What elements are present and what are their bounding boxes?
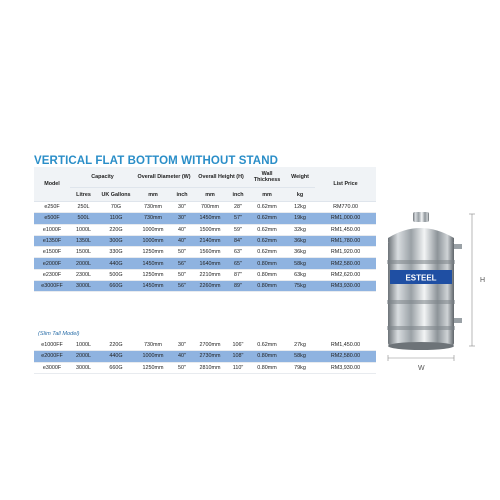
- cell-weight: 19kg: [285, 213, 315, 224]
- cell-model: e3000F: [34, 362, 70, 373]
- table-row: [34, 351, 376, 362]
- cell-diameter-mm: 1000mm: [135, 224, 171, 235]
- cell-diameter-mm: 1250mm: [135, 247, 171, 258]
- cell-height-mm: 1640mm: [193, 258, 227, 269]
- cell-diameter-inch: 30": [171, 213, 193, 224]
- cell-weight: 12kg: [285, 202, 315, 213]
- cell-litres: 1500L: [70, 247, 97, 258]
- water-tank-image: [380, 200, 495, 375]
- header-litres: Litres: [70, 188, 97, 202]
- cell-height-mm: 2700mm: [193, 340, 227, 351]
- width-dimension-label: W: [418, 365, 425, 372]
- cell-height-inch: 59": [227, 224, 249, 235]
- table-row: [34, 269, 376, 280]
- cell-height-mm: 2210mm: [193, 269, 227, 280]
- cell-gallons: 220G: [97, 224, 135, 235]
- header-height-mm: mm: [193, 188, 227, 202]
- header-weight: Weight: [285, 167, 315, 188]
- cell-height-inch: 87": [227, 269, 249, 280]
- cell-gallons: 70G: [97, 202, 135, 213]
- slim-tall-model-label: (Slim Tall Model): [38, 331, 80, 337]
- cell-price: RM3,930.00: [315, 281, 376, 292]
- cell-diameter-mm: 730mm: [135, 202, 171, 213]
- table-row: [34, 362, 376, 373]
- cell-gallons: 330G: [97, 247, 135, 258]
- cell-thickness: 0.62mm: [249, 213, 285, 224]
- cell-diameter-inch: 30": [171, 202, 193, 213]
- cell-price: RM1,000.00: [315, 213, 376, 224]
- header-uk-gallons: UK Gallons: [97, 188, 135, 202]
- cell-litres: 2300L: [70, 269, 97, 280]
- cell-height-inch: 89": [227, 281, 249, 292]
- cell-weight: 79kg: [285, 362, 315, 373]
- cell-height-mm: 1450mm: [193, 213, 227, 224]
- section-title: VERTICAL FLAT BOTTOM WITHOUT STAND: [34, 155, 279, 167]
- cell-diameter-mm: 1450mm: [135, 258, 171, 269]
- cell-height-mm: 1500mm: [193, 224, 227, 235]
- table-row: [34, 281, 376, 292]
- cell-model: e1000F: [34, 224, 70, 235]
- cell-diameter-inch: 40": [171, 351, 193, 362]
- slim-spec-table: [34, 340, 376, 374]
- cell-diameter-mm: 730mm: [135, 340, 171, 351]
- cell-model: e1350F: [34, 235, 70, 246]
- cell-model: e2000FF: [34, 351, 70, 362]
- cell-litres: 500L: [70, 213, 97, 224]
- cell-litres: 1000L: [70, 340, 97, 351]
- table-row: [34, 224, 376, 235]
- cell-weight: 58kg: [285, 258, 315, 269]
- header-overall-height: Overall Height (H): [193, 167, 249, 188]
- cell-price: RM2,580.00: [315, 351, 376, 362]
- cell-litres: 1350L: [70, 235, 97, 246]
- brand-logo-text: ESTEEL: [405, 273, 437, 283]
- cell-litres: 2000L: [70, 351, 97, 362]
- cell-height-mm: 700mm: [193, 202, 227, 213]
- cell-gallons: 660G: [97, 362, 135, 373]
- cell-weight: 63kg: [285, 269, 315, 280]
- cell-price: RM2,580.00: [315, 258, 376, 269]
- cell-gallons: 500G: [97, 269, 135, 280]
- header-diameter-mm: mm: [135, 188, 171, 202]
- tank-illustration: [380, 200, 495, 375]
- cell-gallons: 220G: [97, 340, 135, 351]
- cell-thickness: 0.80mm: [249, 362, 285, 373]
- cell-height-mm: 2260mm: [193, 281, 227, 292]
- cell-weight: 32kg: [285, 224, 315, 235]
- height-dimension-label: H: [480, 277, 486, 284]
- cell-model: e500F: [34, 213, 70, 224]
- cell-litres: 250L: [70, 202, 97, 213]
- header-height-inch: inch: [227, 188, 249, 202]
- cell-gallons: 440G: [97, 258, 135, 269]
- header-list-price: List Price: [315, 167, 376, 202]
- cell-thickness: 0.62mm: [249, 202, 285, 213]
- cell-thickness: 0.62mm: [249, 340, 285, 351]
- cell-height-mm: 1560mm: [193, 247, 227, 258]
- cell-diameter-inch: 56": [171, 281, 193, 292]
- spec-table: [34, 167, 376, 292]
- cell-diameter-inch: 30": [171, 340, 193, 351]
- cell-weight: 27kg: [285, 340, 315, 351]
- cell-weight: 36kg: [285, 247, 315, 258]
- table-row: [34, 235, 376, 246]
- cell-height-inch: 63": [227, 247, 249, 258]
- cell-thickness: 0.80mm: [249, 258, 285, 269]
- cell-price: RM1,780.00: [315, 235, 376, 246]
- header-thickness-mm: mm: [249, 188, 285, 202]
- cell-model: e2300F: [34, 269, 70, 280]
- cell-price: RM1,920.00: [315, 247, 376, 258]
- cell-diameter-inch: 40": [171, 224, 193, 235]
- cell-height-inch: 110": [227, 362, 249, 373]
- cell-height-inch: 108": [227, 351, 249, 362]
- cell-diameter-inch: 40": [171, 235, 193, 246]
- cell-gallons: 440G: [97, 351, 135, 362]
- cell-height-mm: 2730mm: [193, 351, 227, 362]
- table-row: [34, 213, 376, 224]
- cell-diameter-inch: 56": [171, 258, 193, 269]
- cell-price: RM770.00: [315, 202, 376, 213]
- table-row: [34, 247, 376, 258]
- cell-diameter-mm: 1250mm: [135, 269, 171, 280]
- cell-model: e250F: [34, 202, 70, 213]
- header-capacity: Capacity: [70, 167, 135, 188]
- cell-diameter-mm: 1250mm: [135, 362, 171, 373]
- cell-litres: 3000L: [70, 281, 97, 292]
- cell-model: e3000FF: [34, 281, 70, 292]
- cell-gallons: 660G: [97, 281, 135, 292]
- header-wall-thickness: Wall Thickness: [249, 167, 285, 188]
- cell-thickness: 0.80mm: [249, 269, 285, 280]
- cell-thickness: 0.80mm: [249, 281, 285, 292]
- cell-price: RM2,620.00: [315, 269, 376, 280]
- cell-litres: 3000L: [70, 362, 97, 373]
- cell-diameter-inch: 50": [171, 269, 193, 280]
- cell-height-inch: 57": [227, 213, 249, 224]
- header-model: Model: [34, 167, 70, 202]
- cell-height-inch: 65": [227, 258, 249, 269]
- cell-diameter-inch: 50": [171, 362, 193, 373]
- table-row: [34, 340, 376, 351]
- cell-model: e1500F: [34, 247, 70, 258]
- cell-litres: 1000L: [70, 224, 97, 235]
- cell-thickness: 0.62mm: [249, 224, 285, 235]
- cell-weight: 75kg: [285, 281, 315, 292]
- header-weight-kg: kg: [285, 188, 315, 202]
- table-row: [34, 202, 376, 213]
- cell-height-mm: 2140mm: [193, 235, 227, 246]
- cell-height-inch: 106": [227, 340, 249, 351]
- cell-model: e2000F: [34, 258, 70, 269]
- header-diameter-inch: inch: [171, 188, 193, 202]
- cell-height-inch: 28": [227, 202, 249, 213]
- cell-gallons: 300G: [97, 235, 135, 246]
- cell-gallons: 110G: [97, 213, 135, 224]
- cell-height-mm: 2810mm: [193, 362, 227, 373]
- cell-height-inch: 84": [227, 235, 249, 246]
- cell-diameter-mm: 1000mm: [135, 351, 171, 362]
- cell-diameter-mm: 1000mm: [135, 235, 171, 246]
- cell-diameter-inch: 50": [171, 247, 193, 258]
- cell-thickness: 0.62mm: [249, 247, 285, 258]
- table-row: [34, 258, 376, 269]
- cell-diameter-mm: 1450mm: [135, 281, 171, 292]
- cell-thickness: 0.80mm: [249, 351, 285, 362]
- cell-thickness: 0.62mm: [249, 235, 285, 246]
- header-overall-diameter: Overall Diameter (W): [135, 167, 193, 188]
- cell-model: e1000FF: [34, 340, 70, 351]
- cell-price: RM1,450.00: [315, 224, 376, 235]
- cell-weight: 58kg: [285, 351, 315, 362]
- cell-price: RM3,930.00: [315, 362, 376, 373]
- cell-diameter-mm: 730mm: [135, 213, 171, 224]
- cell-price: RM1,450.00: [315, 340, 376, 351]
- cell-weight: 36kg: [285, 235, 315, 246]
- cell-litres: 2000L: [70, 258, 97, 269]
